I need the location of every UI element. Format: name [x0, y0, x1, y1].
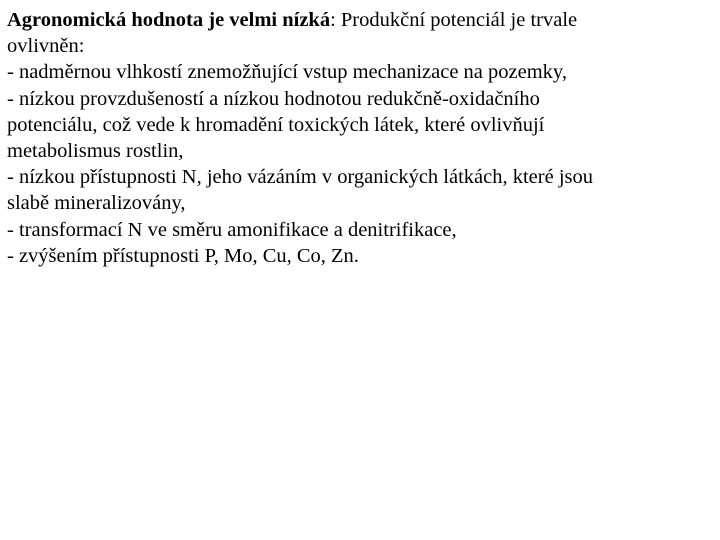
heading-text: Agronomická hodnota je velmi nízká	[7, 9, 331, 31]
intro-continuation: ovlivněn:	[7, 35, 85, 58]
list-item-line: - nízkou provzdušeností a nízkou hodnotou redukčně-oxidačního	[7, 87, 540, 110]
intro-text: : Produkční potenciál je trvale	[330, 9, 578, 31]
list-item-line: slabě mineralizovány,	[7, 192, 186, 215]
list-item-line: metabolismus rostlin,	[7, 140, 184, 163]
list-item	[7, 164, 712, 216]
list-item-line: - nízkou přístupnosti N, jeho vázáním v organických látkách, které jsou	[7, 166, 594, 189]
list-item	[7, 86, 712, 165]
list-item-line: potenciálu, což vede k hromadění toxických látek, které ovlivňují	[7, 113, 545, 136]
list-item-line: - nadměrnou vlhkostí znemožňující vstup mechanizace na pozemky,	[7, 61, 567, 84]
list-item	[7, 59, 712, 85]
slide-text	[7, 7, 712, 269]
list-item-line: - zvýšením přístupnosti P, Mo, Cu, Co, Zn.	[7, 244, 359, 267]
intro-line	[7, 7, 712, 33]
list-item	[7, 217, 712, 243]
list-item-line: - transformací N ve směru amonifikace a denitrifikace,	[7, 218, 457, 241]
list-item	[7, 243, 712, 269]
